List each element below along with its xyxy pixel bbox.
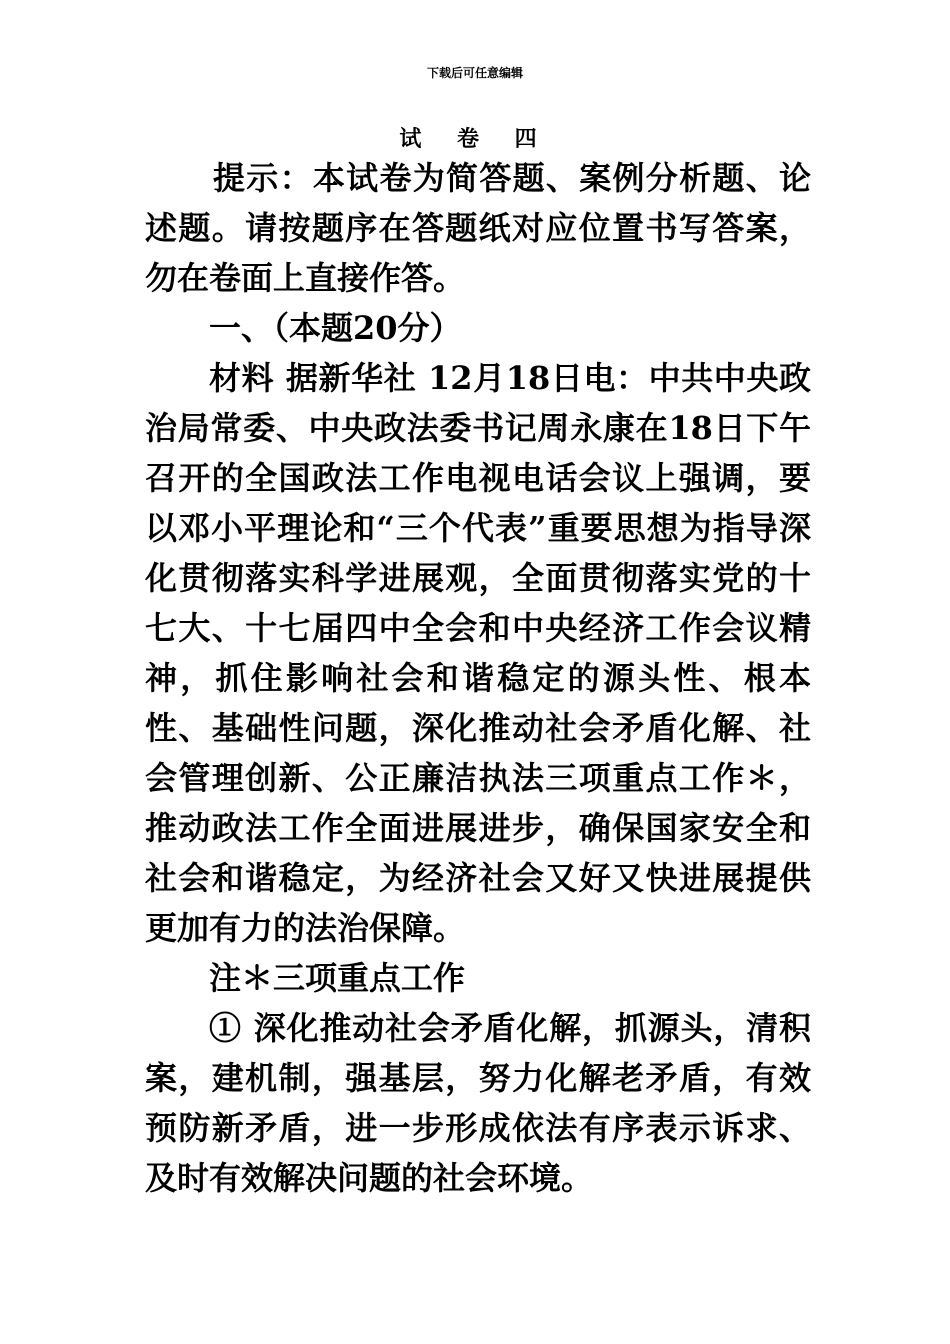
section-heading: 一、（本题20分） bbox=[209, 309, 462, 347]
note-heading: 注＊三项重点工作 bbox=[209, 959, 466, 997]
material-paragraph: 材料 据新华社 12月18日电：中共中央政治局常委、中央政法委书记周永康在18日下午召开的全国政法工作电视电话会议上强调，要以邓小平理论和“三个代表”重要思想为指导深化贯彻落实科学进展观，全面贯彻落实党的十七大、十七届四中全会和中央经济工作会议精神，抓住影响社会和谐稳定的源头性、根本性、基础性问题，深化推动社会矛盾化解、社会管理创新、公正廉洁执法三项重点工作＊，推动政法工作全面进展进步，确保国家安全和社会和谐稳定，为经济社会又好又快进展提供更加有力的法治保障。 bbox=[145, 359, 811, 947]
download-note: 下载后可任意编辑 bbox=[426, 66, 523, 80]
note-item-1: ① 深化推动社会矛盾化解，抓源头，清积案，建机制，强基层，努力化解老矛盾，有效预防新矛盾，进一步形成依法有序表示诉求、及时有效解决问题的社会环境。 bbox=[145, 1009, 811, 1197]
exam-title: 试 卷 四 bbox=[399, 126, 551, 152]
document-body bbox=[145, 153, 811, 1203]
instructions-paragraph: 提示：本试卷为简答题、案例分析题、论述题。请按题序在答题纸对应位置书写答案，勿在卷面上直接作答。 bbox=[145, 159, 811, 297]
